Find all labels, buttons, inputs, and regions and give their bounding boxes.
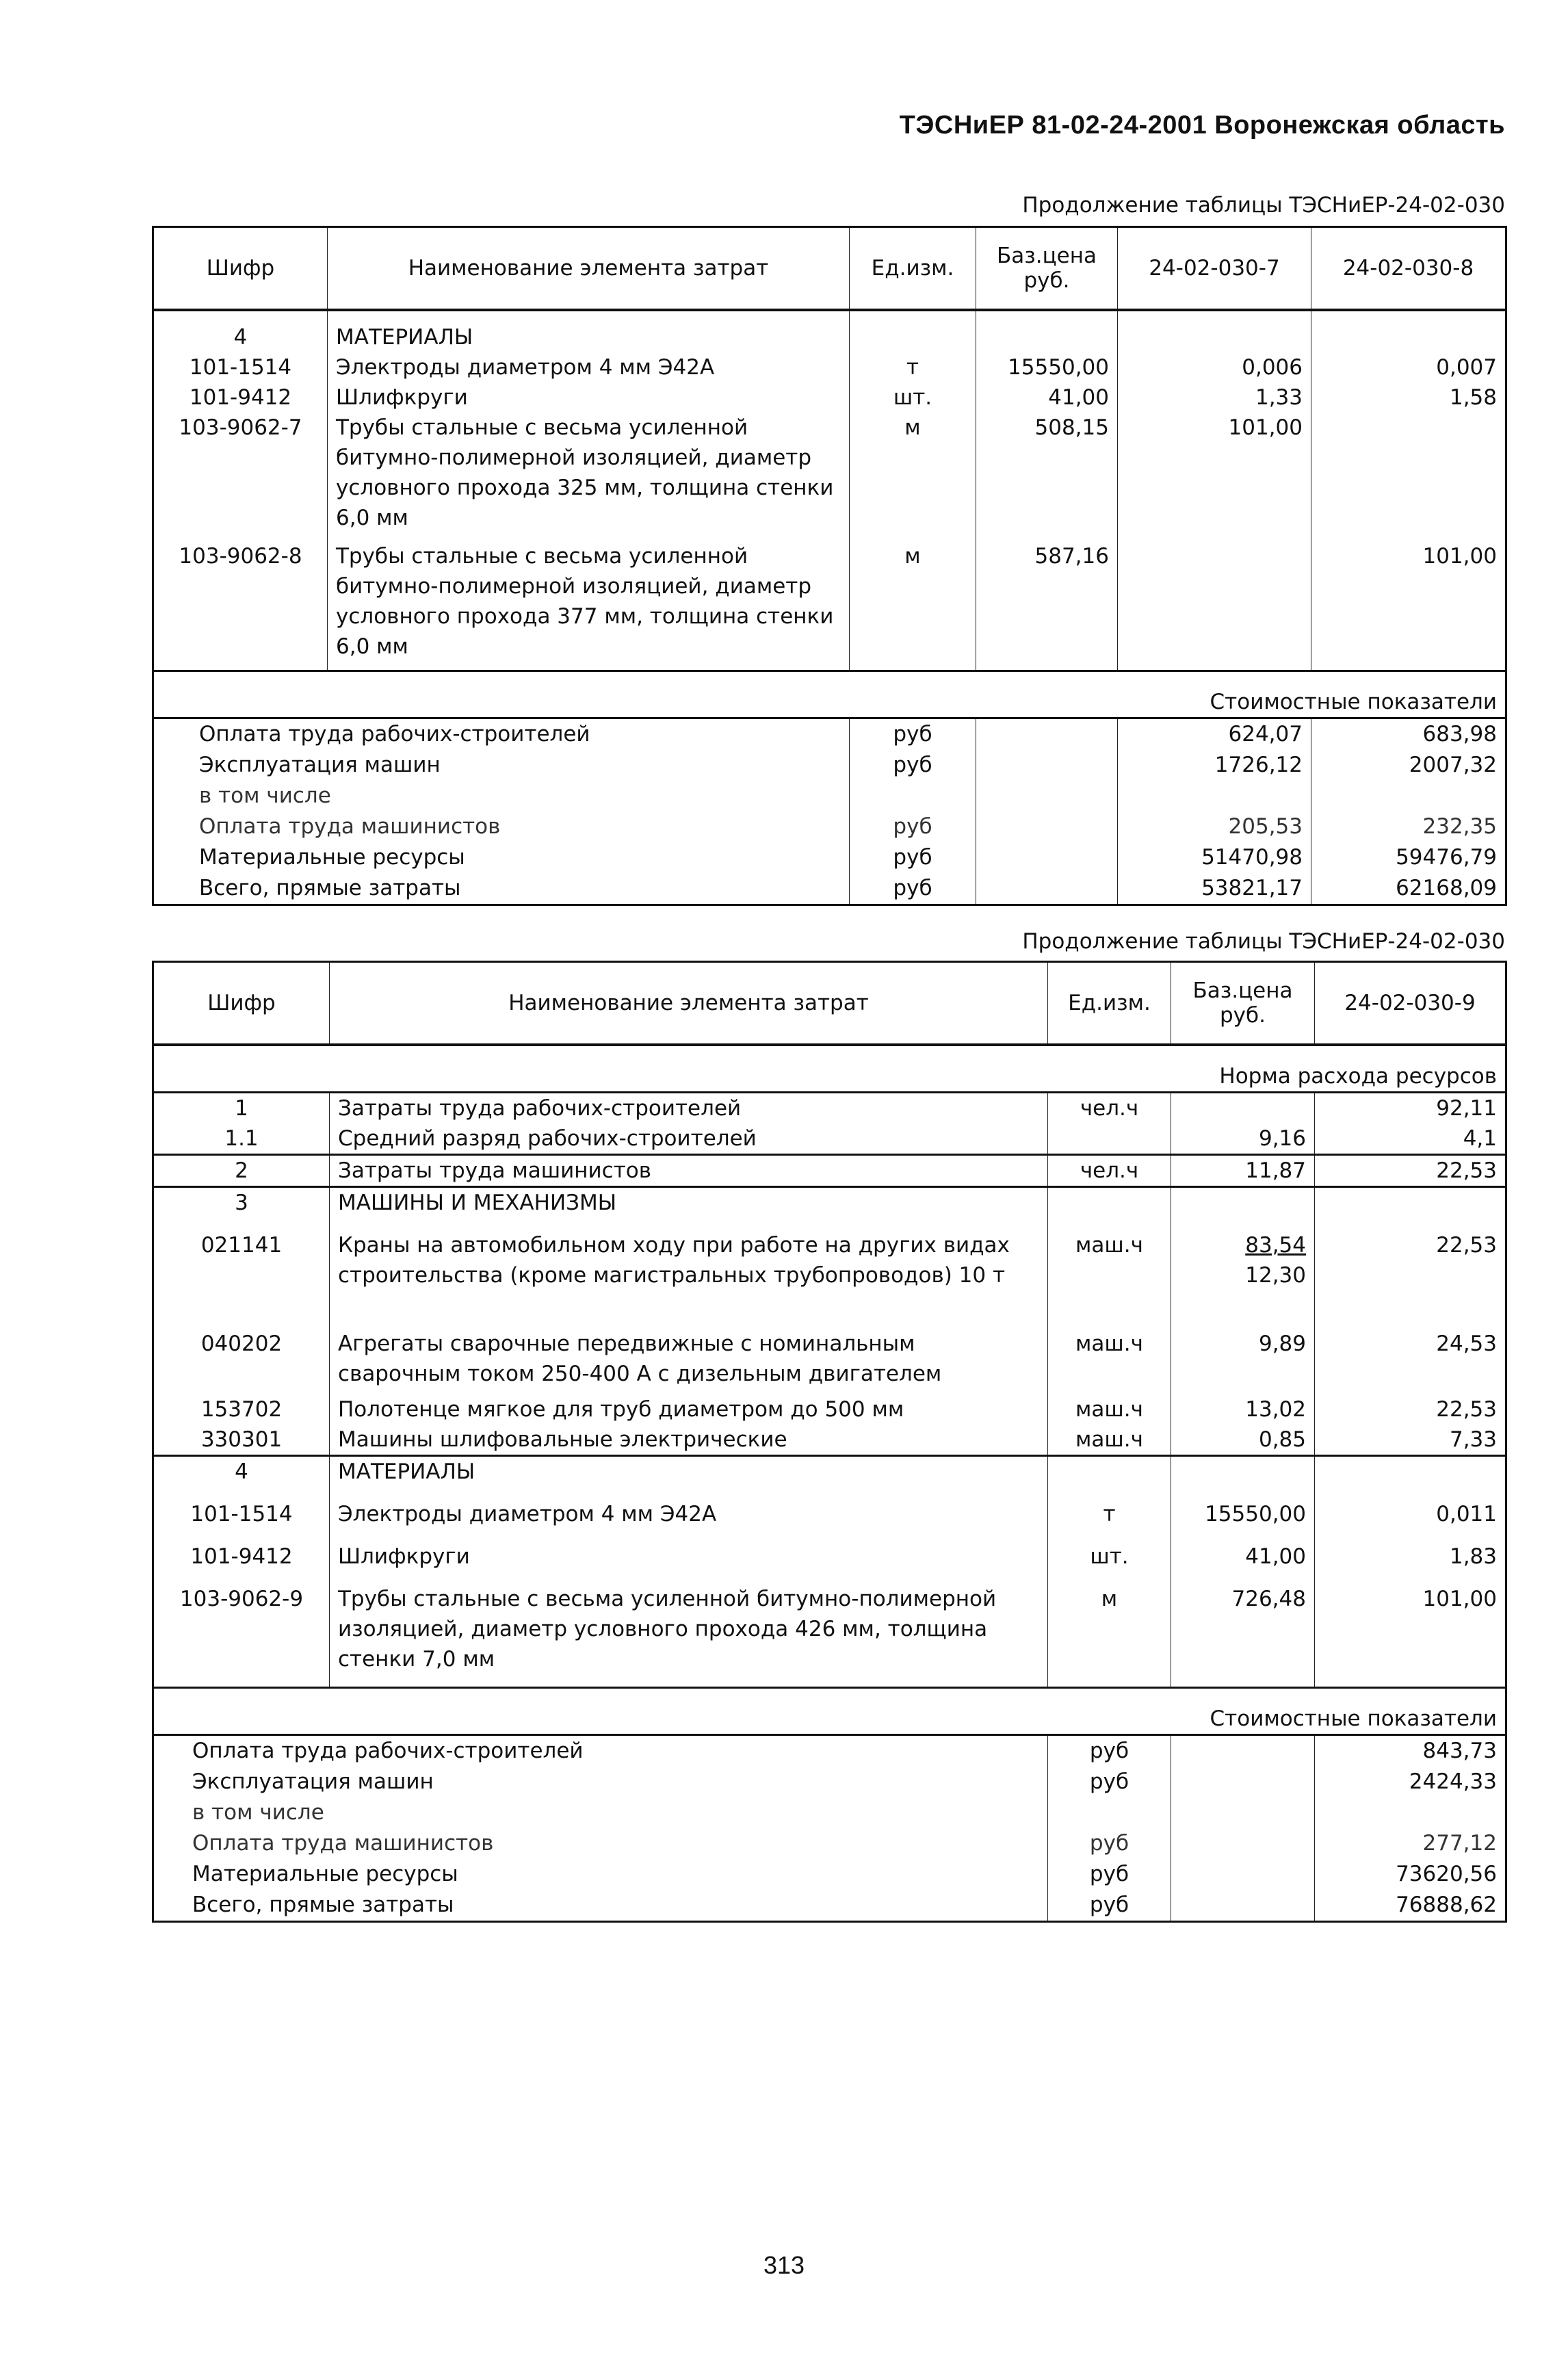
totals-24-02-030-7: 205,53: [1118, 811, 1311, 842]
empty-cell: [1171, 1797, 1315, 1828]
unit-cell: маш.ч: [1048, 1394, 1171, 1425]
totals-row: [153, 781, 1506, 811]
price-value: 83,54: [1245, 1233, 1306, 1258]
section-header-row: [153, 1187, 1506, 1219]
table2: [152, 961, 1507, 1923]
col-header-code: Шифр: [153, 227, 328, 311]
empty-cell: [1171, 1767, 1315, 1797]
empty-cell: [1171, 1890, 1315, 1922]
table-row: [153, 1584, 1506, 1688]
empty-cell: [1315, 1187, 1506, 1219]
value-24-02-030-9: 7,33: [1315, 1425, 1506, 1456]
price-cell: 41,00: [1171, 1542, 1315, 1584]
price-cell: [1171, 1093, 1315, 1124]
resource-code: 103-9062-9: [153, 1584, 330, 1688]
col-header-24-02-030-7: 24-02-030-7: [1118, 227, 1311, 311]
resource-code: 040202: [153, 1329, 330, 1394]
price-header-line1: Баз.цена: [1192, 978, 1293, 1003]
empty-cell: [1171, 1735, 1315, 1767]
resource-code: 021141: [153, 1218, 330, 1329]
totals-label: Материальные ресурсы: [153, 842, 850, 873]
resource-name: Шлифкруги: [328, 382, 850, 413]
totals-row: [153, 1828, 1506, 1859]
totals-row: [153, 718, 1506, 751]
value-24-02-030-9: 22,53: [1315, 1394, 1506, 1425]
col-header-name: Наименование элемента затрат: [328, 227, 850, 311]
empty-cell: [1171, 1859, 1315, 1890]
price-cell: 15550,00: [976, 352, 1118, 382]
price-header-line2: руб.: [1023, 268, 1070, 293]
totals-24-02-030-7: 51470,98: [1118, 842, 1311, 873]
empty-cell: [1118, 310, 1311, 352]
price-cell: 9,16: [1171, 1123, 1315, 1155]
totals-row: [153, 750, 1506, 781]
col-header-price: [976, 227, 1118, 311]
resource-name: Средний разряд рабочих-строителей: [330, 1123, 1048, 1155]
table1-body: [153, 310, 1506, 905]
resource-name: Затраты труда рабочих-строителей: [330, 1093, 1048, 1124]
resource-name: Электроды диаметром 4 мм Э42А: [328, 352, 850, 382]
resource-name: Полотенце мягкое для труб диаметром до 500 мм: [330, 1394, 1048, 1425]
totals-unit: руб: [850, 811, 976, 842]
table-row: [153, 1542, 1506, 1584]
resource-code: 1.1: [153, 1123, 330, 1155]
totals-label: в том числе: [153, 1797, 1048, 1828]
totals-24-02-030-8: [1311, 781, 1506, 811]
price-cell: 726,48: [1171, 1584, 1315, 1688]
col-header-price: [1171, 962, 1315, 1045]
totals-row: [153, 1890, 1506, 1922]
table2-header-row: [153, 962, 1506, 1045]
price-value: 9,89: [1258, 1331, 1306, 1356]
resource-code: 2: [153, 1155, 330, 1187]
norm-band-row: [153, 1045, 1506, 1093]
unit-cell: маш.ч: [1048, 1329, 1171, 1394]
totals-24-02-030-9: 2424,33: [1315, 1767, 1506, 1797]
unit-cell: чел.ч: [1048, 1155, 1171, 1187]
totals-label: Всего, прямые затраты: [153, 1890, 1048, 1922]
totals-row: [153, 1859, 1506, 1890]
table-row: [153, 1123, 1506, 1155]
totals-unit: [1048, 1797, 1171, 1828]
totals-label: в том числе: [153, 781, 850, 811]
empty-cell: [976, 750, 1118, 781]
unit-cell: м: [1048, 1584, 1171, 1688]
value-24-02-030-9: 101,00: [1315, 1584, 1506, 1688]
totals-unit: руб: [1048, 1890, 1171, 1922]
totals-label: Материальные ресурсы: [153, 1859, 1048, 1890]
totals-unit: руб: [850, 873, 976, 905]
empty-cell: [1171, 1456, 1315, 1500]
totals-label: Эксплуатация машин: [153, 750, 850, 781]
totals-row: [153, 1797, 1506, 1828]
totals-24-02-030-9: 843,73: [1315, 1735, 1506, 1767]
resource-code: 103-9062-8: [153, 541, 328, 671]
unit-cell: маш.ч: [1048, 1425, 1171, 1456]
unit-cell: т: [850, 352, 976, 382]
totals-unit: руб: [850, 718, 976, 751]
totals-row: [153, 842, 1506, 873]
table-row: [153, 1394, 1506, 1425]
empty-cell: [1171, 1187, 1315, 1219]
price-value: 13,02: [1245, 1397, 1306, 1422]
price-cell: 508,15: [976, 413, 1118, 541]
col-header-unit: Ед.изм.: [850, 227, 976, 311]
resource-name: Трубы стальные с весьма усиленной битумно-полимерной изоляцией, диаметр условного прохода 325 мм, толщина стенки 6,0 мм: [328, 413, 850, 541]
col-header-24-02-030-9: 24-02-030-9: [1315, 962, 1506, 1045]
empty-cell: [976, 842, 1118, 873]
unit-cell: шт.: [1048, 1542, 1171, 1584]
value-24-02-030-9: 0,011: [1315, 1499, 1506, 1542]
totals-24-02-030-8: 683,98: [1311, 718, 1506, 751]
table-row: [153, 1499, 1506, 1542]
empty-cell: [976, 873, 1118, 905]
totals-row: [153, 811, 1506, 842]
resource-code: 330301: [153, 1425, 330, 1456]
table-row: [153, 1093, 1506, 1124]
value-24-02-030-9: 22,53: [1315, 1155, 1506, 1187]
value-24-02-030-8: 0,007: [1311, 352, 1506, 382]
totals-unit: руб: [850, 750, 976, 781]
price-cell: [1171, 1329, 1315, 1394]
col-header-name: Наименование элемента затрат: [330, 962, 1048, 1045]
resource-code: 101-9412: [153, 382, 328, 413]
totals-24-02-030-8: 62168,09: [1311, 873, 1506, 905]
resource-code: 103-9062-7: [153, 413, 328, 541]
table-row: [153, 413, 1506, 541]
empty-cell: [1171, 1828, 1315, 1859]
table-row: [153, 1329, 1506, 1394]
totals-label: Оплата труда рабочих-строителей: [153, 1735, 1048, 1767]
price-cell: 587,16: [976, 541, 1118, 671]
price-header-line2: руб.: [1220, 1003, 1266, 1028]
table-row: [153, 541, 1506, 671]
empty-cell: [976, 310, 1118, 352]
empty-cell: [1311, 310, 1506, 352]
unit-cell: чел.ч: [1048, 1093, 1171, 1124]
empty-cell: [976, 718, 1118, 751]
resource-code: 101-1514: [153, 1499, 330, 1542]
price-value: 0,85: [1258, 1427, 1306, 1452]
empty-cell: [1315, 1456, 1506, 1500]
section-title: МАШИНЫ И МЕХАНИЗМЫ: [330, 1187, 1048, 1219]
resource-name: Затраты труда машинистов: [330, 1155, 1048, 1187]
table-row: [153, 1218, 1506, 1329]
unit-cell: т: [1048, 1499, 1171, 1542]
resource-name: Электроды диаметром 4 мм Э42А: [330, 1499, 1048, 1542]
totals-24-02-030-9: 76888,62: [1315, 1890, 1506, 1922]
value-24-02-030-7: 1,33: [1118, 382, 1311, 413]
page-number: 313: [763, 2251, 805, 2279]
empty-cell: [850, 310, 976, 352]
value-24-02-030-9: 24,53: [1315, 1329, 1506, 1394]
resource-name: Трубы стальные с весьма усиленной битумно-полимерной изоляцией, диаметр условного прохода 377 мм, толщина стенки 6,0 мм: [328, 541, 850, 671]
unit-cell: м: [850, 541, 976, 671]
price-cell: 41,00: [976, 382, 1118, 413]
value-24-02-030-7: 0,006: [1118, 352, 1311, 382]
table2-continuation-label: Продолжение таблицы ТЭСНиЕР-24-02-030: [1022, 929, 1505, 954]
price-value-secondary: 12,30: [1245, 1263, 1306, 1288]
totals-label: Оплата труда рабочих-строителей: [153, 718, 850, 751]
price-header-line1: Баз.цена: [996, 244, 1097, 268]
totals-24-02-030-9: [1315, 1797, 1506, 1828]
totals-row: [153, 873, 1506, 905]
cost-band-row: [153, 1688, 1506, 1735]
value-24-02-030-7: 101,00: [1118, 413, 1311, 541]
totals-24-02-030-7: 1726,12: [1118, 750, 1311, 781]
price-cell: 11,87: [1171, 1155, 1315, 1187]
table-row: [153, 1155, 1506, 1187]
totals-label: Всего, прямые затраты: [153, 873, 850, 905]
totals-24-02-030-8: 2007,32: [1311, 750, 1506, 781]
cost-band-label: Стоимостные показатели: [153, 671, 1506, 718]
price-cell: [1171, 1218, 1315, 1329]
unit-cell: шт.: [850, 382, 976, 413]
empty-cell: [1048, 1187, 1171, 1219]
totals-24-02-030-9: 73620,56: [1315, 1859, 1506, 1890]
totals-24-02-030-7: 53821,17: [1118, 873, 1311, 905]
section-header-row: [153, 1456, 1506, 1500]
section-title: МАТЕРИАЛЫ: [328, 310, 850, 352]
totals-unit: руб: [850, 842, 976, 873]
value-24-02-030-8: 1,58: [1311, 382, 1506, 413]
table1-continuation-label: Продолжение таблицы ТЭСНиЕР-24-02-030: [1022, 193, 1505, 218]
value-24-02-030-8: [1311, 413, 1506, 541]
resource-name: Шлифкруги: [330, 1542, 1048, 1584]
totals-24-02-030-7: 624,07: [1118, 718, 1311, 751]
resource-code: 1: [153, 1093, 330, 1124]
table1: [152, 226, 1507, 906]
resource-name: Машины шлифовальные электрические: [330, 1425, 1048, 1456]
empty-cell: [976, 781, 1118, 811]
col-header-unit: Ед.изм.: [1048, 962, 1171, 1045]
table2-body: [153, 1045, 1506, 1922]
empty-cell: [1048, 1456, 1171, 1500]
totals-24-02-030-7: [1118, 781, 1311, 811]
section-code: 4: [153, 1456, 330, 1500]
section-title: МАТЕРИАЛЫ: [330, 1456, 1048, 1500]
resource-name: Краны на автомобильном ходу при работе на других видах строительства (кроме магистральных трубопроводов) 10 т: [330, 1218, 1048, 1329]
norm-band-label: Норма расхода ресурсов: [153, 1045, 1506, 1093]
cost-band-label: Стоимостные показатели: [153, 1688, 1506, 1735]
price-cell: [1171, 1425, 1315, 1456]
cost-band-row: [153, 671, 1506, 718]
section-code: 4: [153, 310, 328, 352]
resource-name: Трубы стальные с весьма усиленной битумно-полимерной изоляцией, диаметр условного прохода 426 мм, толщина стенки 7,0 мм: [330, 1584, 1048, 1688]
empty-cell: [976, 811, 1118, 842]
value-24-02-030-9: 1,83: [1315, 1542, 1506, 1584]
table-row: [153, 352, 1506, 382]
resource-code: 153702: [153, 1394, 330, 1425]
resource-code: 101-1514: [153, 352, 328, 382]
section-code: 3: [153, 1187, 330, 1219]
totals-label: Оплата труда машинистов: [153, 811, 850, 842]
totals-row: [153, 1735, 1506, 1767]
totals-unit: [850, 781, 976, 811]
unit-cell: маш.ч: [1048, 1218, 1171, 1329]
section-header-row: [153, 310, 1506, 352]
totals-24-02-030-9: 277,12: [1315, 1828, 1506, 1859]
value-24-02-030-9: 22,53: [1315, 1218, 1506, 1329]
totals-unit: руб: [1048, 1859, 1171, 1890]
totals-row: [153, 1767, 1506, 1797]
document-header: ТЭСНиЕР 81-02-24-2001 Воронежская область: [899, 111, 1505, 140]
totals-label: Эксплуатация машин: [153, 1767, 1048, 1797]
totals-unit: руб: [1048, 1828, 1171, 1859]
table-row: [153, 382, 1506, 413]
totals-24-02-030-8: 232,35: [1311, 811, 1506, 842]
totals-unit: руб: [1048, 1767, 1171, 1797]
unit-cell: м: [850, 413, 976, 541]
totals-label: Оплата труда машинистов: [153, 1828, 1048, 1859]
price-cell: [1171, 1394, 1315, 1425]
col-header-24-02-030-8: 24-02-030-8: [1311, 227, 1506, 311]
value-24-02-030-9: 4,1: [1315, 1123, 1506, 1155]
totals-24-02-030-8: 59476,79: [1311, 842, 1506, 873]
table-row: [153, 1425, 1506, 1456]
value-24-02-030-7: [1118, 541, 1311, 671]
unit-cell: [1048, 1123, 1171, 1155]
value-24-02-030-9: 92,11: [1315, 1093, 1506, 1124]
table1-header-row: [153, 227, 1506, 311]
resource-code: 101-9412: [153, 1542, 330, 1584]
value-24-02-030-8: 101,00: [1311, 541, 1506, 671]
price-cell: 15550,00: [1171, 1499, 1315, 1542]
resource-name: Агрегаты сварочные передвижные с номинальным сварочным током 250-400 А с дизельным двигателем: [330, 1329, 1048, 1394]
totals-unit: руб: [1048, 1735, 1171, 1767]
col-header-code: Шифр: [153, 962, 330, 1045]
